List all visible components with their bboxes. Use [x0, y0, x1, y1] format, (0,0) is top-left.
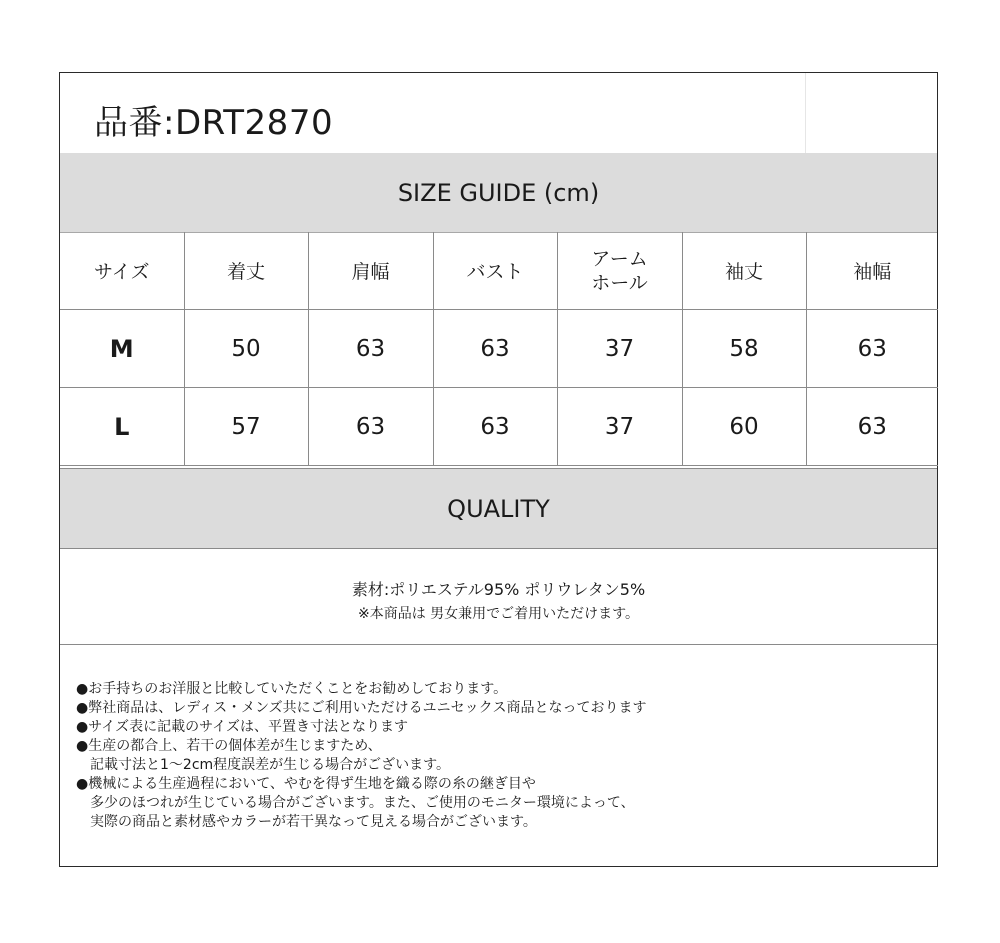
value-cell: 57: [184, 388, 308, 466]
value-cell: 37: [557, 310, 682, 388]
list-item: ●お手持ちのお洋服と比較していただくことをお勧めしております。: [76, 681, 508, 697]
list-item: 実際の商品と素材感やカラーが若干異なって見える場合がございます。: [76, 814, 537, 830]
list-item: ●サイズ表に記載のサイズは、平置き寸法となります: [76, 719, 408, 735]
header-cell-armhole: [557, 232, 682, 310]
value-cell: 63: [433, 388, 557, 466]
size-chart-frame: [59, 72, 938, 867]
armhole-label: アーム ホール: [591, 247, 648, 294]
size-table: [60, 232, 938, 466]
header-cell-sleeve-width: 袖幅: [806, 232, 938, 310]
material-composition: 素材:ポリエステル95% ポリウレタン5%: [351, 580, 646, 599]
value-cell: 63: [806, 388, 938, 466]
product-code-row: [60, 73, 937, 153]
size-table-header-row: [60, 232, 938, 310]
list-item: 多少のほつれが生じている場合がございます。また、ご使用のモニター環境によって、: [76, 795, 635, 811]
notes-list: [76, 680, 647, 832]
value-cell: 37: [557, 388, 682, 466]
value-cell: 58: [682, 310, 806, 388]
header-divider: [805, 73, 806, 153]
value-cell: 63: [433, 310, 557, 388]
product-code: 品番:DRT2870: [94, 103, 334, 143]
list-item: 記載寸法と1～2cm程度誤差が生じる場合がございます。: [76, 757, 451, 773]
table-row: [60, 388, 938, 466]
list-item: ●弊社商品は、レディス・メンズ共にご利用いただけるユニセックス商品となっております: [76, 700, 647, 716]
size-guide-heading: SIZE GUIDE (cm): [60, 153, 937, 233]
header-cell-size: サイズ: [60, 232, 184, 310]
size-cell: L: [60, 388, 184, 466]
value-cell: 50: [184, 310, 308, 388]
value-cell: 63: [308, 388, 433, 466]
material-section: [60, 548, 937, 645]
value-cell: 60: [682, 388, 806, 466]
header-cell-sleeve-length: 袖丈: [682, 232, 806, 310]
size-cell: M: [60, 310, 184, 388]
header-cell-length: 着丈: [184, 232, 308, 310]
value-cell: 63: [308, 310, 433, 388]
quality-heading: QUALITY: [60, 468, 937, 549]
header-cell-bust: バスト: [433, 232, 557, 310]
table-row: [60, 310, 938, 388]
value-cell: 63: [806, 310, 938, 388]
list-item: ●機械による生産過程において、やむを得ず生地を織る際の糸の継ぎ目や: [76, 776, 536, 792]
list-item: ●生産の都合上、若干の個体差が生じますため、: [76, 738, 382, 754]
header-cell-shoulder: 肩幅: [308, 232, 433, 310]
unisex-note: ※本商品は 男女兼用でご着用いただけます。: [357, 606, 640, 622]
